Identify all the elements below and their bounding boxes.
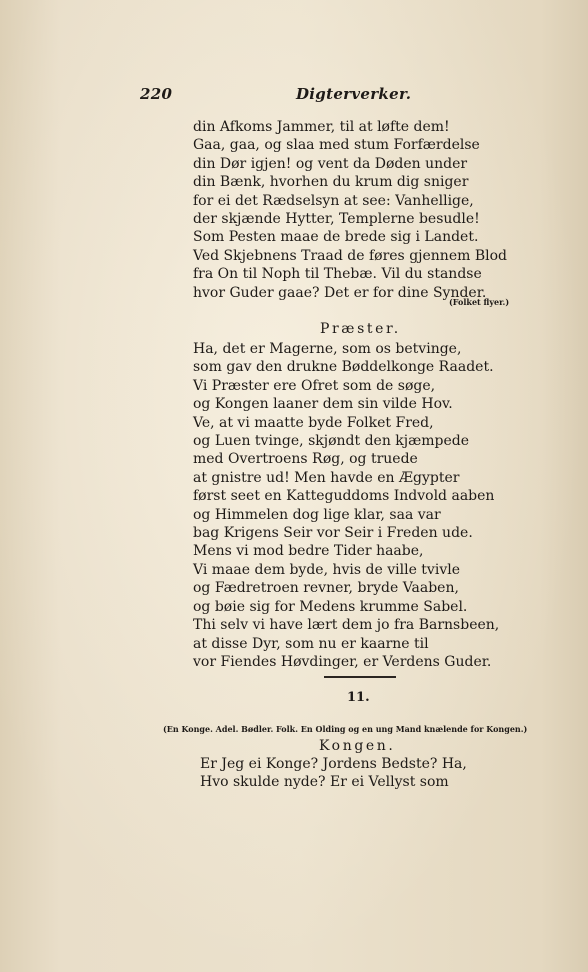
verse-line: Som Pesten maae de brede sig i Landet.	[193, 229, 479, 246]
scene-number: 11.	[347, 690, 370, 705]
verse-block-1	[193, 118, 507, 302]
verse-block-3	[200, 755, 467, 792]
section-divider-rule	[324, 676, 396, 678]
verse-line: fra On til Noph til Thebæ. Vil du standse	[193, 266, 482, 283]
verse-line: din Afkoms Jammer, til at løfte dem!	[193, 119, 450, 135]
verse-line: og Luen tvinge, skjøndt den kjæmpede	[193, 433, 470, 450]
verse-line: Er Jeg ei Konge? Jordens Bedste? Ha,	[200, 756, 467, 772]
verse-line: vor Fiendes Høvdinger, er Verdens Guder.	[193, 653, 492, 670]
verse-line: og Fædretroen revner, bryde Vaaben,	[193, 580, 459, 597]
verse-line: bag Krigens Seir vor Seir i Freden ude.	[193, 525, 473, 542]
verse-line: hvor Guder gaae? Det er for dine Synder.	[193, 284, 487, 301]
verse-line: og bøie sig for Medens krumme Sabel.	[193, 598, 468, 615]
verse-line: Mens vi mod bedre Tider haabe,	[193, 543, 424, 560]
verse-line: først seet en Katteguddoms Indvold aaben	[193, 488, 495, 505]
verse-line: der skjænde Hytter, Templerne besudle!	[193, 211, 480, 228]
verse-line: Ve, at vi maatte byde Folket Fred,	[193, 414, 434, 431]
speaker-heading-king: Kongen.	[319, 738, 396, 754]
verse-line: for ei det Rædselsyn at see: Vanhellige,	[193, 192, 474, 209]
verse-block-2	[193, 340, 499, 671]
verse-line: Ha, det er Magerne, som os betvinge,	[193, 341, 462, 357]
verse-line: Vi Præster ere Ofret som de søge,	[193, 377, 436, 394]
verse-line: Ved Skjebnens Traad de føres gjennem Blod	[193, 247, 507, 264]
verse-line: med Overtroens Røg, og truede	[193, 451, 418, 468]
verse-line: og Kongen laaner dem sin vilde Hov.	[193, 396, 453, 413]
running-title: Digterverker.	[296, 85, 412, 103]
verse-line: at disse Dyr, som nu er kaarne til	[193, 635, 429, 652]
verse-line: din Bænk, hvorhen du krum dig sniger	[193, 174, 469, 191]
verse-line: din Dør igjen! og vent da Døden under	[193, 155, 468, 172]
verse-line: Hvo skulde nyde? Er ei Vellyst som	[200, 774, 449, 791]
stage-direction-exit: (Folket flyer.)	[449, 297, 510, 307]
verse-line: Gaa, gaa, og slaa med stum Forfærdelse	[193, 137, 480, 154]
verse-line: som gav den drukne Bøddelkonge Raadet.	[193, 359, 494, 376]
stage-direction-cast: (En Konge. Adel. Bødler. Folk. En Olding og en ung Mand knælende for Kongen.)	[163, 724, 528, 734]
verse-line: Thi selv vi have lært dem jo fra Barnsbeen,	[193, 617, 500, 634]
verse-line: Vi maae dem byde, hvis de ville tvivle	[193, 561, 460, 578]
speaker-heading-priests: Præster.	[320, 321, 401, 337]
verse-line: at gnistre ud! Men havde en Ægypter	[193, 469, 460, 486]
verse-line: og Himmelen dog lige klar, saa var	[193, 506, 441, 523]
page-number: 220	[140, 85, 173, 103]
